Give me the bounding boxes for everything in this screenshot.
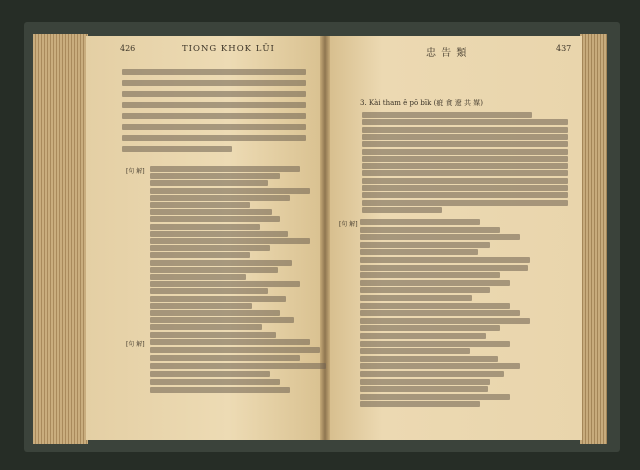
left-vocab2-line [150, 363, 326, 369]
right-vocab-line [360, 333, 486, 339]
left-vocab2-line [150, 387, 290, 393]
right-vocab-line [360, 318, 530, 324]
right-vocab-line [360, 227, 500, 233]
left-vocab-line [150, 231, 288, 237]
right-vocab-line [360, 310, 520, 316]
left-paragraph-line [122, 69, 306, 75]
left-vocab-line [150, 245, 270, 251]
right-vocab-line [360, 242, 490, 248]
left-vocab-line [150, 303, 252, 309]
right-vocab-line [360, 348, 470, 354]
right-paragraph-line [362, 119, 568, 125]
left-vocab-line [150, 238, 310, 244]
right-page-edges [580, 34, 607, 444]
left-vocab-line [150, 296, 286, 302]
left-vocab-line [150, 281, 300, 287]
right-paragraph-line [362, 134, 568, 140]
right-vocab-label: [句 解] [339, 221, 358, 228]
right-paragraph-line [362, 163, 568, 169]
left-vocab-line [150, 317, 294, 323]
left-vocab-line [150, 260, 292, 266]
right-vocab-line [360, 249, 478, 255]
right-vocab-line [360, 394, 510, 400]
right-running-title: 忠 告 類 [426, 48, 468, 59]
section-heading: 3. Kài tham ê pō bīk (疵 貪 遼 共 媒) [360, 99, 483, 107]
left-vocab2-line [150, 347, 320, 353]
right-vocab-line [360, 287, 490, 293]
left-vocab-line [150, 324, 262, 330]
left-vocab2-line [150, 339, 310, 345]
left-vocab-label: [句 解] [126, 168, 145, 175]
left-vocab2-line [150, 379, 280, 385]
right-vocab-line [360, 363, 520, 369]
left-vocab-line [150, 195, 290, 201]
left-paragraph-line [122, 146, 232, 152]
right-vocab-line [360, 272, 500, 278]
right-paragraph-line [362, 178, 568, 184]
right-vocab-line [360, 386, 488, 392]
right-vocab-line [360, 303, 510, 309]
left-page-edges [33, 34, 88, 444]
left-paragraph-line [122, 80, 306, 86]
left-vocab-line [150, 310, 280, 316]
right-page-number: 437 [556, 44, 572, 53]
left-vocab-line [150, 288, 268, 294]
left-paragraph-line [122, 135, 306, 141]
left-vocab-line [150, 166, 300, 172]
left-vocab-label-2: [句 解] [126, 341, 145, 348]
right-vocab-line [360, 401, 480, 407]
right-paragraph-line [362, 170, 568, 176]
left-vocab-line [150, 252, 250, 258]
right-vocab-line [360, 280, 510, 286]
left-running-title: TIONG KHOK LŪI [182, 44, 275, 54]
right-vocab-line [360, 295, 472, 301]
book-gutter [320, 36, 330, 440]
right-vocab-line [360, 356, 498, 362]
right-vocab-line [360, 219, 480, 225]
right-paragraph-line [362, 156, 568, 162]
right-vocab-line [360, 341, 510, 347]
right-paragraph-line [362, 141, 568, 147]
left-paragraph-line [122, 113, 306, 119]
left-vocab-line [150, 267, 278, 273]
right-vocab-line [360, 379, 490, 385]
left-vocab2-line [150, 371, 270, 377]
left-paragraph-line [122, 124, 306, 130]
right-vocab-line [360, 325, 500, 331]
right-vocab-line [360, 371, 504, 377]
right-vocab-line [360, 265, 528, 271]
left-paragraph-line [122, 91, 306, 97]
left-vocab-line [150, 216, 280, 222]
right-paragraph-line [362, 185, 568, 191]
right-paragraph-line [362, 127, 568, 133]
left-vocab-line [150, 188, 310, 194]
left-vocab-line [150, 332, 276, 338]
left-vocab-line [150, 202, 250, 208]
left-page-number: 426 [120, 44, 136, 53]
right-paragraph-line [362, 200, 568, 206]
left-vocab-line [150, 274, 246, 280]
left-paragraph-line [122, 102, 306, 108]
right-paragraph-line [362, 112, 532, 118]
left-vocab-line [150, 224, 260, 230]
right-paragraph-line [362, 149, 568, 155]
left-vocab-line [150, 180, 268, 186]
left-vocab-line [150, 173, 280, 179]
right-paragraph-line [362, 192, 568, 198]
right-paragraph-line [362, 207, 442, 213]
left-vocab2-line [150, 355, 300, 361]
right-vocab-line [360, 257, 530, 263]
right-vocab-line [360, 234, 520, 240]
left-vocab-line [150, 209, 272, 215]
